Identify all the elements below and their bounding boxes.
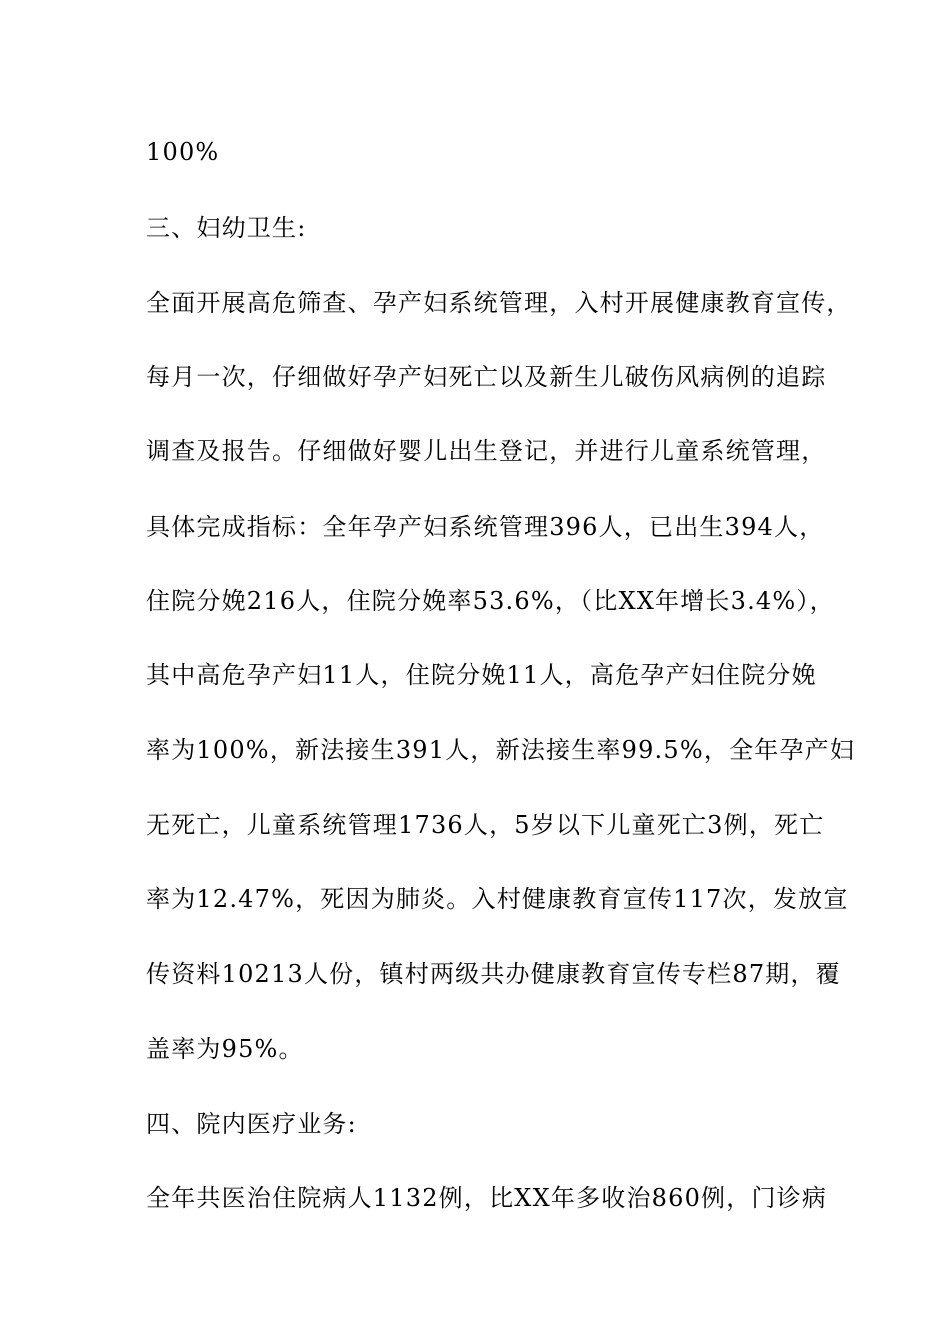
text-line: 率为12.47%，死因为肺炎。入村健康教育宣传117次，发放宣 [146,885,849,913]
text-line: 盖率为95%。 [146,1035,304,1063]
text-line: 住院分娩216人，住院分娩率53.6%，（比XX年增长3.4%）， [146,587,835,615]
text-line: 具体完成指标：全年孕产妇系统管理396人，已出生394人， [146,513,825,541]
text-line: 传资料10213人份，镇村两级共办健康教育宣传专栏87期，覆 [146,960,841,988]
text-line: 调查及报告。仔细做好婴儿出生登记，并进行儿童系统管理， [146,437,827,465]
text-line: 无死亡，儿童系统管理1736人，5岁以下儿童死亡3例，死亡 [146,811,825,839]
section-heading: 四、院内医疗业务: [146,1110,357,1138]
text-line: 全年共医治住院病人1132例，比XX年多收治860例，门诊病 [146,1184,828,1212]
text-line: 全面开展高危筛查、孕产妇系统管理，入村开展健康教育宣传， [146,289,852,317]
text-line: 100% [146,138,220,166]
text-line: 其中高危孕产妇11人，住院分娩11人，高危孕产妇住院分娩 [146,661,817,689]
section-heading: 三、妇幼卫生: [146,214,307,242]
text-line: 每月一次，仔细做好孕产妇死亡以及新生儿破伤风病例的追踪 [146,363,827,391]
text-line: 率为100%，新法接生391人，新法接生率99.5%，全年孕产妇 [146,736,856,764]
